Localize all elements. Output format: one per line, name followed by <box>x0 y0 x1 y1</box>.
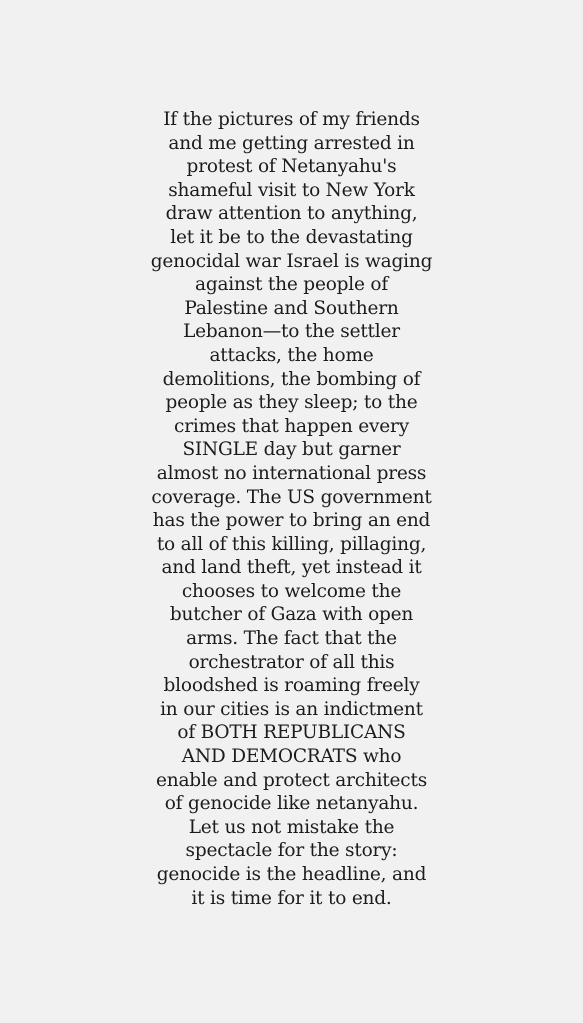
statement-line: to all of this killing, pillaging, <box>156 533 427 555</box>
statement-line: against the people of <box>194 274 389 296</box>
statement-line: Lebanon—to the settler <box>183 321 400 343</box>
statement-line: shameful visit to New York <box>168 179 415 201</box>
statement-line: and me getting arrested in <box>168 132 415 154</box>
statement-line: people as they sleep; to the <box>165 392 418 414</box>
statement-line: orchestrator of all this <box>188 651 395 673</box>
statement-line: bloodshed is roaming freely <box>163 675 420 697</box>
statement-line: genocide is the headline, and <box>156 864 427 885</box>
statement-line: protest of Netanyahu's <box>186 156 397 178</box>
statement-line: Let us not mistake the <box>188 816 395 838</box>
statement-line: chooses to welcome the <box>181 580 402 602</box>
statement-line: AND DEMOCRATS who <box>181 746 402 768</box>
statement-line: and land theft, yet instead it <box>161 557 422 579</box>
statement-line: it is time for it to end. <box>191 887 392 909</box>
statement-text <box>0 108 583 910</box>
statement-line: enable and protect architects <box>156 769 427 791</box>
statement-line: crimes that happen every <box>174 415 409 437</box>
statement-line: has the power to bring an end <box>152 510 431 532</box>
statement-line: butcher of Gaza with open <box>169 604 414 626</box>
statement-line: genocidal war Israel is waging <box>150 250 433 272</box>
statement-line: spectacle for the story: <box>185 840 398 862</box>
statement-line: of genocide like netanyahu. <box>164 793 419 815</box>
statement-line: Palestine and Southern <box>184 297 399 319</box>
statement-line: arms. The fact that the <box>186 628 397 650</box>
statement-line: coverage. The US government <box>151 486 432 508</box>
statement-line: draw attention to anything, <box>165 203 418 225</box>
statement-line: If the pictures of my friends <box>163 109 420 130</box>
statement-line: in our cities is an indictment <box>160 698 423 720</box>
statement-line: demolitions, the bombing of <box>162 368 421 390</box>
statement-line: almost no international press <box>156 462 427 484</box>
statement-line: attacks, the home <box>209 344 374 366</box>
statement-line: SINGLE day but garner <box>182 439 401 461</box>
statement-line: let it be to the devastating <box>170 226 413 248</box>
statement-line: of BOTH REPUBLICANS <box>177 722 406 744</box>
